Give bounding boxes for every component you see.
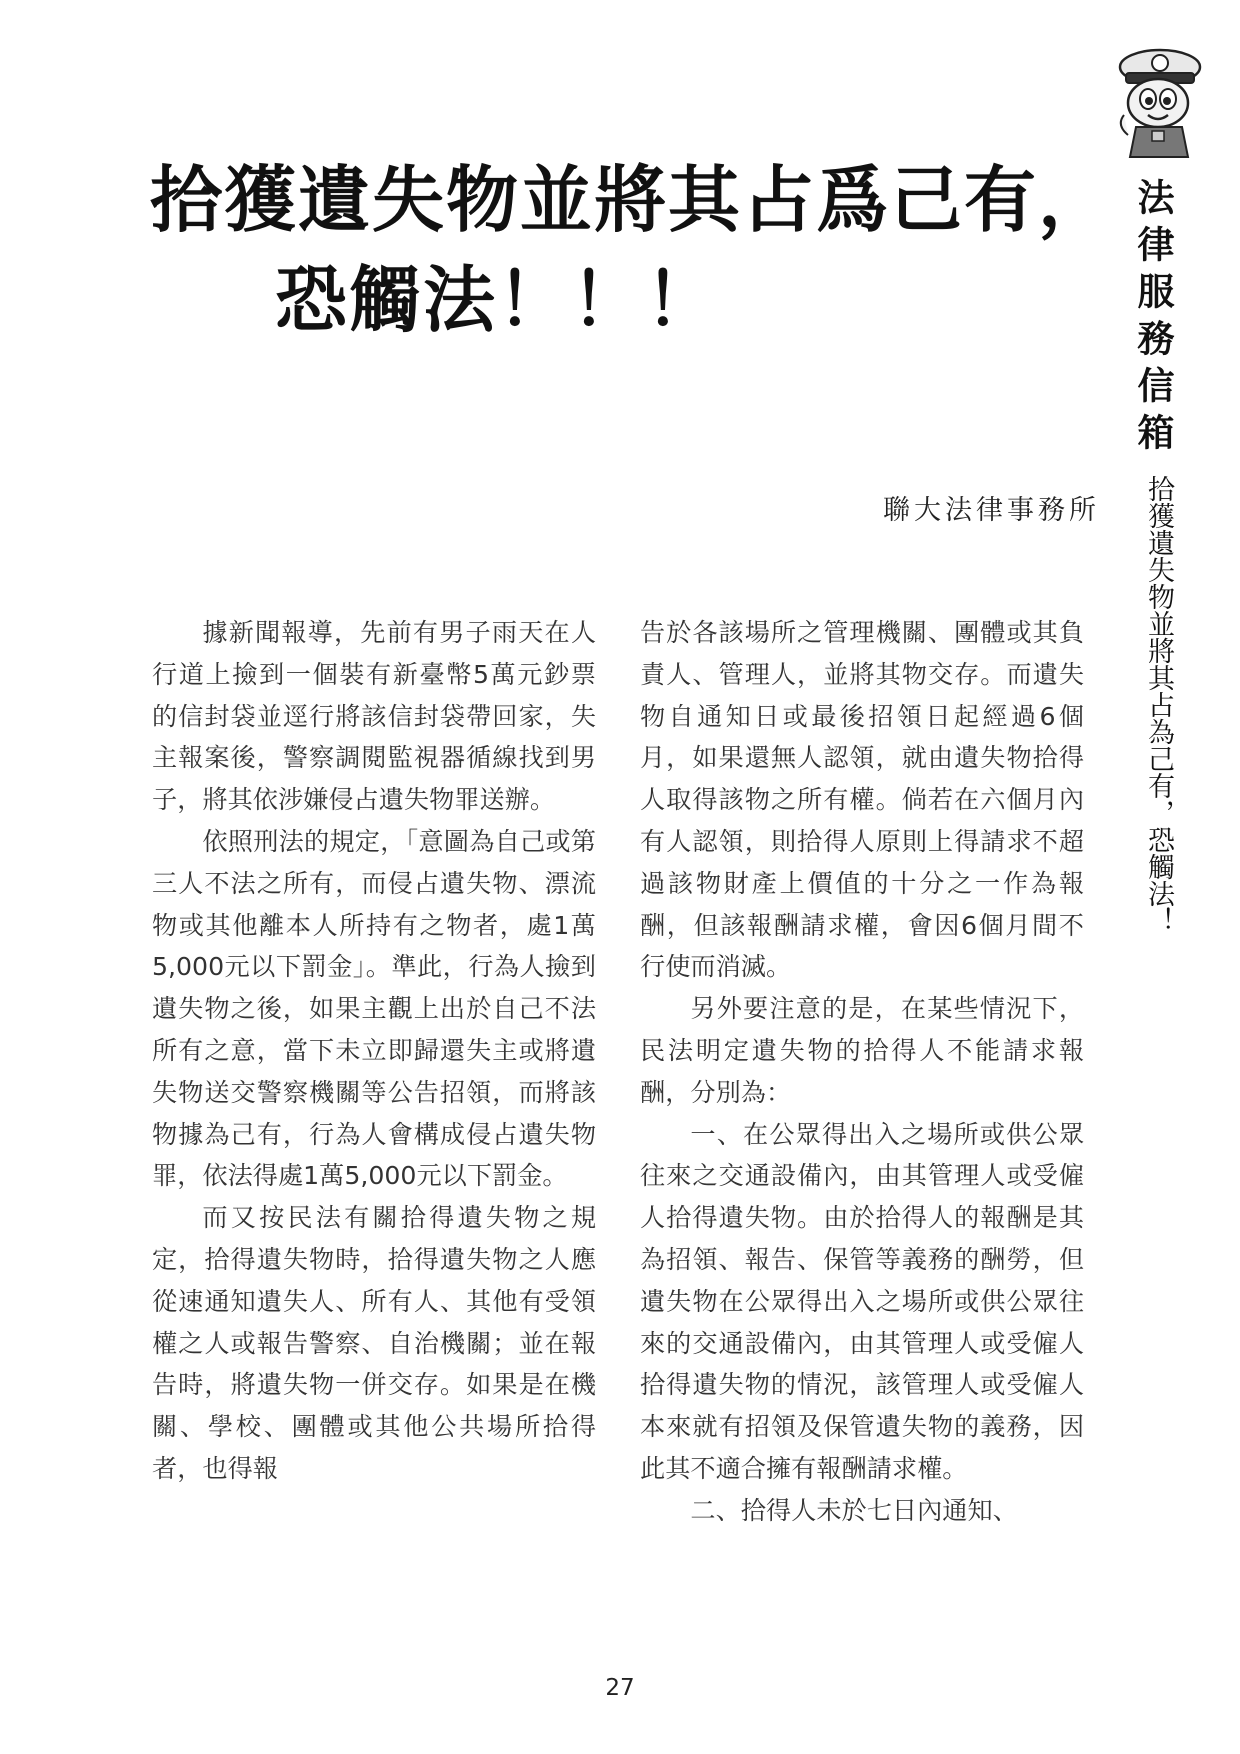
- paragraph: 告於各該場所之管理機關、團體或其負責人、管理人，並將其物交存。而遺失物自通知日或最後招領日起經過6個月，如果還無人認領，就由遺失物拾得人取得該物之所有權。倘若在六個月內有人認領，則拾得人原則上得請求不超過該物財產上價值的十分之一作為報酬，但該報酬請求權，會因6個月間不行使而消滅。: [640, 618, 1084, 982]
- paragraph: 二、拾得人未於七日內通知、: [690, 1495, 1018, 1525]
- left-column: [152, 612, 596, 1490]
- right-column: [640, 612, 1084, 1532]
- paragraph: 而又按民法有關拾得遺失物之規定，拾得遺失物時，拾得遺失物之人應從速通知遺失人、所有人、其他有受領權之人或報告警察、自治機關；並在報告時，將遺失物一併交存。如果是在機關、學校、團體或其他公共場所拾得者，也得報: [152, 1203, 596, 1483]
- page-number: 27: [605, 1675, 635, 1701]
- section-series-title: 法律服務信箱: [1131, 178, 1175, 460]
- article-title: [150, 150, 1113, 350]
- paragraph: 一、在公眾得出入之場所或供公眾往來之交通設備內，由其管理人或受僱人拾得遺失物。由於拾得人的報酬是其為招領、報告、保管等義務的酬勞，但遺失物在公眾得出入之場所或供公眾往來的交通設備內，由其管理人或受僱人拾得遺失物的情況，該管理人或受僱人本來就有招領及保管遺失物的義務，因此其不適合擁有報酬請求權。: [640, 1119, 1084, 1483]
- police-mascot-icon: [1108, 45, 1208, 160]
- author-byline: 聯大法律事務所: [883, 495, 1100, 526]
- paragraph: 依照刑法的規定，「意圖為自己或第三人不法之所有，而侵占遺失物、漂流物或其他離本人所持有之物者，處1萬5,000元以下罰金」。準此，行為人撿到遺失物之後，如果主觀上出於自己不法所有之意，當下未立即歸還失主或將遺失物送交警察機關等公告招領，而將該物據為己有，行為人會構成侵占遺失物罪，依法得處1萬5,000元以下罰金。: [152, 826, 596, 1191]
- paragraph: 據新聞報導，先前有男子雨天在人行道上撿到一個裝有新臺幣5萬元鈔票的信封袋並逕行將該信封袋帶回家，失主報案後，警察調閱監視器循線找到男子，將其依涉嫌侵占遺失物罪送辦。: [152, 618, 596, 815]
- article-title-line-2: 恐觸法！！！: [275, 257, 720, 342]
- paragraph: 另外要注意的是，在某些情況下，民法明定遺失物的拾得人不能請求報酬，分別為：: [640, 994, 1084, 1107]
- section-article-title: 拾獲遺失物並將其占為己有，恐觸法！: [1143, 475, 1174, 934]
- article-title-line-1: 拾獲遺失物並將其占爲己有，: [150, 157, 1113, 242]
